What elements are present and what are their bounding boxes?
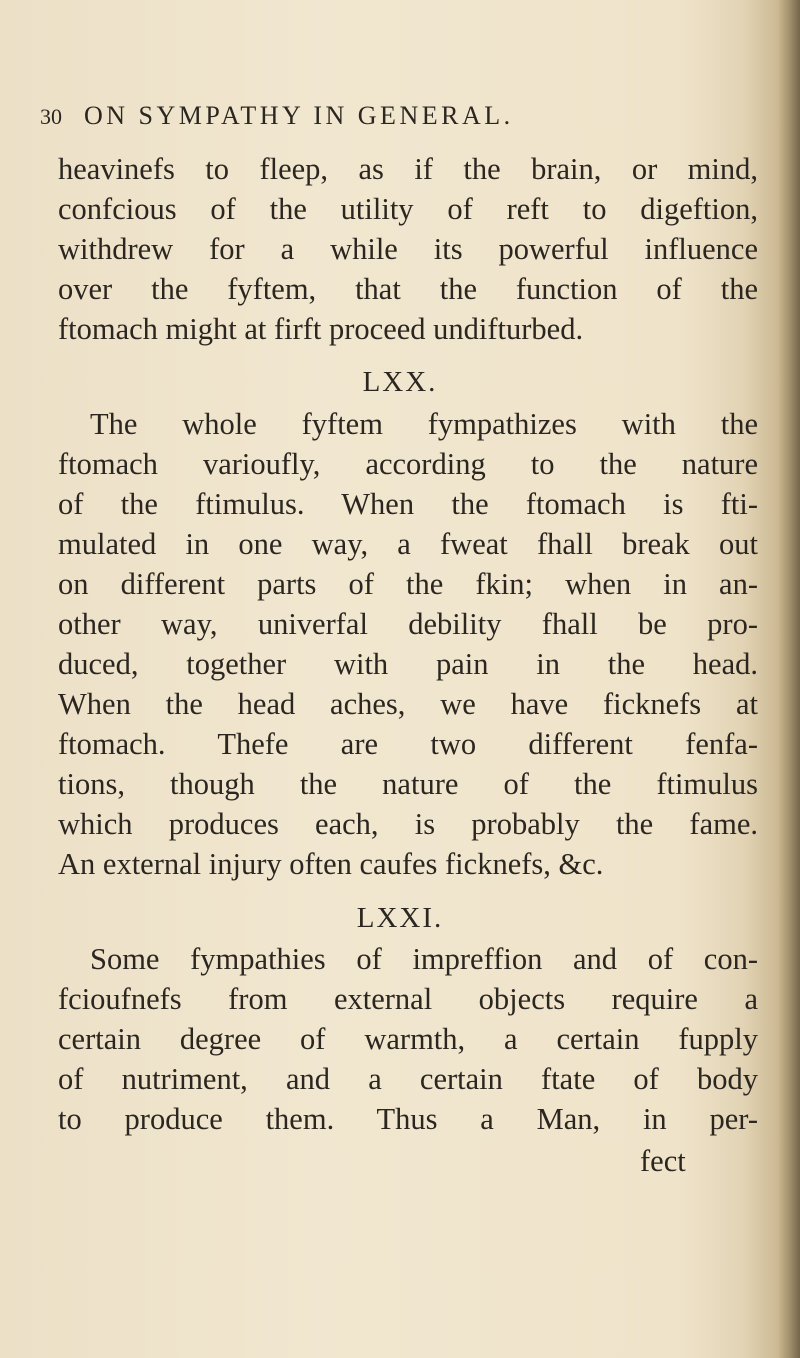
text-line: confcious of the utility of reft to digeftion, (58, 192, 758, 226)
text-line: duced, together with pain in the head. (58, 647, 758, 681)
text-line: When the head aches, we have ficknefs at (58, 687, 758, 721)
text-line: which produces each, is probably the fame. (58, 807, 758, 841)
text-line: fcioufnefs from external objects require a (58, 982, 758, 1016)
text-line: heavinefs to fleep, as if the brain, or mind, (58, 152, 758, 186)
text-line: to produce them. Thus a Man, in per- (58, 1102, 758, 1136)
section-heading: LXXI. (356, 902, 444, 934)
page-number: 30 (40, 104, 62, 129)
text-line: tions, though the nature of the ftimulus (58, 767, 758, 801)
text-line: ftomach varioufly, according to the nature (58, 447, 758, 481)
text-line: certain degree of warmth, a certain fupply (58, 1022, 758, 1056)
text-line: withdrew for a while its powerful influence (58, 232, 758, 266)
text-line: of nutriment, and a certain ftate of body (58, 1062, 758, 1096)
text-line: on different parts of the fkin; when in an- (58, 567, 758, 601)
text-line: An external injury often caufes ficknefs, &c. (58, 847, 604, 881)
section-heading: LXX. (362, 366, 438, 398)
text-line: Some fympathies of impreffion and of con- (90, 942, 758, 976)
running-title: ON SYMPATHY IN GENERAL. (84, 101, 514, 130)
text-line: mulated in one way, a fweat fhall break out (58, 527, 758, 561)
text-line: ftomach might at firft proceed undifturbed. (58, 312, 584, 346)
page-edge-shadow (778, 0, 800, 1358)
running-header (40, 101, 740, 141)
catchword: fect (640, 1144, 686, 1178)
text-line: other way, univerfal debility fhall be pro- (58, 607, 758, 641)
text-line: of the ftimulus. When the ftomach is fti- (58, 487, 758, 521)
text-line: ftomach. Thefe are two different fenfa- (58, 727, 758, 761)
text-line: The whole fyftem fympathizes with the (90, 407, 758, 441)
text-line: over the fyftem, that the function of the (58, 272, 758, 306)
